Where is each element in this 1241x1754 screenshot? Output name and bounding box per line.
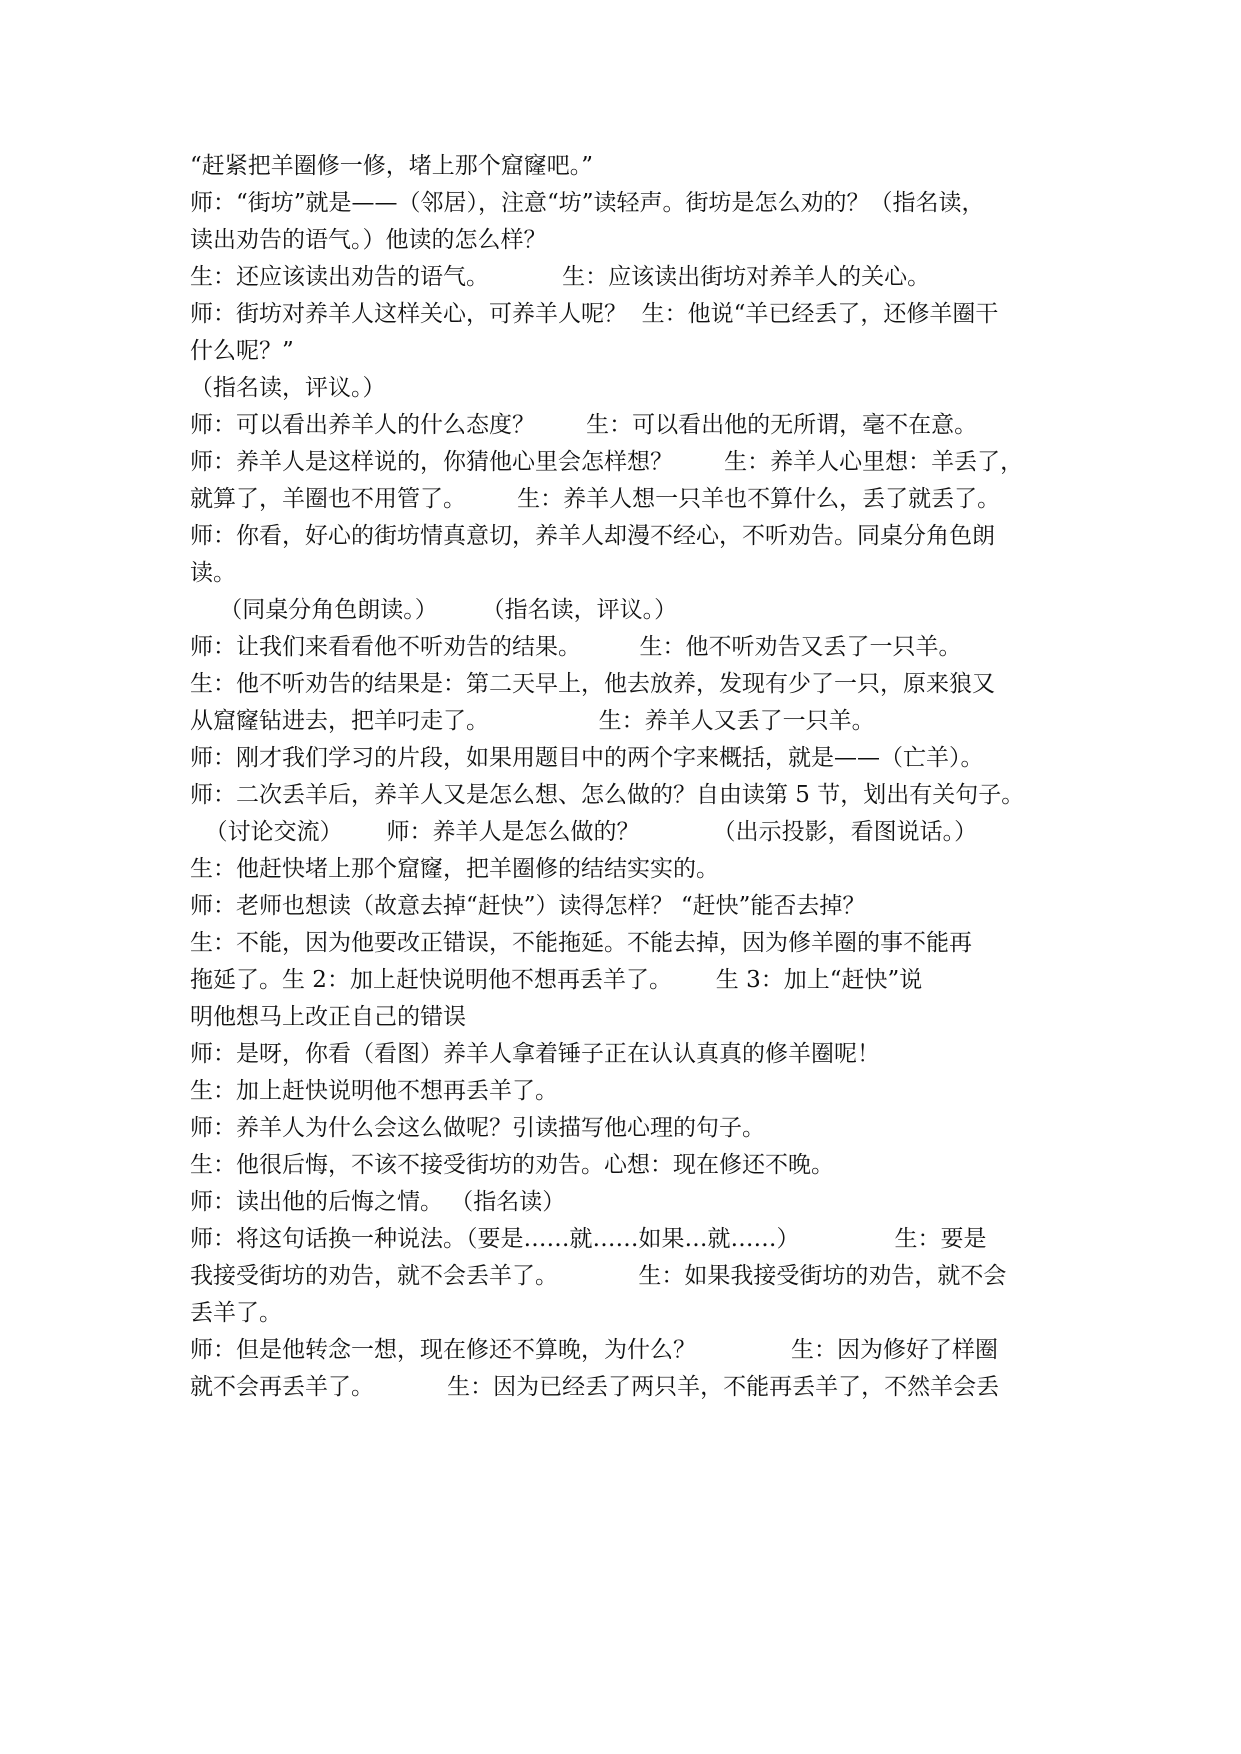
text-line-13: （同桌分角色朗读。） （指名读，评议。） (190, 597, 678, 623)
text-line-6: 什么呢？” (190, 338, 294, 364)
text-line-14: 师：让我们来看看他不听劝告的结果。 生：他不听劝告又丢了一只羊。 (190, 634, 962, 660)
text-line-15: 生：他不听劝告的结果是：第二天早上，他去放养，发现有少了一只，原来狼又 (190, 671, 995, 697)
text-line-8: 师：可以看出养羊人的什么态度？ 生：可以看出他的无所谓，毫不在意。 (190, 412, 978, 438)
text-line-32: 丢羊了。 (190, 1300, 282, 1326)
text-line-34: 就不会再丢羊了。 生：因为已经丢了两只羊，不能再丢羊了，不然羊会丢 (190, 1374, 1000, 1400)
text-line-22: 生：不能，因为他要改正错误，不能拖延。不能去掉，因为修羊圈的事不能再 (190, 930, 972, 956)
text-line-23: 拖延了。生 2：加上赶快说明他不想再丢羊了。 生 3：加上“赶快”说 (190, 967, 923, 993)
text-line-19: （讨论交流） 师：养羊人是怎么做的？ （出示投影，看图说话。） (190, 819, 978, 845)
text-line-21: 师：老师也想读（故意去掉“赶快”）读得怎样？ “赶快”能否去掉？ (190, 893, 866, 919)
text-line-33: 师：但是他转念一想，现在修还不算晚，为什么？ 生：因为修好了样圈 (190, 1337, 999, 1363)
text-line-10: 就算了，羊圈也不用管了。 生：养羊人想一只羊也不算什么，丢了就丢了。 (190, 486, 1001, 512)
text-line-1: “赶紧把羊圈修一修，堵上那个窟窿吧。” (190, 153, 594, 179)
text-line-24: 明他想马上改正自己的错误 (190, 1004, 466, 1030)
text-line-28: 生：他很后悔，不该不接受街坊的劝告。心想：现在修还不晚。 (190, 1152, 834, 1178)
text-line-27: 师：养羊人为什么会这么做呢？引读描写他心理的句子。 (190, 1115, 765, 1141)
text-line-11: 师：你看，好心的街坊情真意切，养羊人却漫不经心，不听劝告。同桌分角色朗 (190, 523, 995, 549)
text-line-3: 读出劝告的语气。）他读的怎么样？ (190, 227, 547, 253)
text-line-31: 我接受街坊的劝告，就不会丢羊了。 生：如果我接受街坊的劝告，就不会 (190, 1263, 1007, 1289)
text-line-20: 生：他赶快堵上那个窟窿，把羊圈修的结结实实的。 (190, 856, 719, 882)
text-line-30: 师：将这句话换一种说法。（要是……就……如果…就……） 生：要是 (190, 1226, 987, 1252)
text-line-17: 师：刚才我们学习的片段，如果用题目中的两个字来概括，就是——（亡羊）。 (190, 745, 984, 771)
text-line-29: 师：读出他的后悔之情。 （指名读） (190, 1189, 566, 1215)
text-line-4: 生：还应该读出劝告的语气。 生：应该读出街坊对养羊人的关心。 (190, 264, 931, 290)
lesson-transcript (190, 148, 1090, 1406)
text-line-26: 生：加上赶快说明他不想再丢羊了。 (190, 1078, 558, 1104)
text-line-16: 从窟窿钻进去，把羊叼走了。 生：养羊人又丢了一只羊。 (190, 708, 875, 734)
text-line-25: 师：是呀，你看（看图）养羊人拿着锤子正在认认真真的修羊圈呢！ (190, 1041, 880, 1067)
text-line-18: 师：二次丢羊后，养羊人又是怎么想、怎么做的？自由读第 5 节，划出有关句子。 (190, 782, 1025, 808)
text-line-5: 师：街坊对养羊人这样关心，可养羊人呢？ 生：他说“羊已经丢了，还修羊圈干 (190, 301, 999, 327)
text-line-9: 师：养羊人是这样说的，你猜他心里会怎样想？ 生：养羊人心里想：羊丢了， (190, 449, 1024, 475)
text-line-2: 师：“街坊”就是——（邻居），注意“坊”读轻声。街坊是怎么劝的？（指名读， (190, 190, 985, 216)
text-line-12: 读。 (190, 560, 236, 586)
text-line-7: （指名读，评议。） (190, 375, 386, 401)
